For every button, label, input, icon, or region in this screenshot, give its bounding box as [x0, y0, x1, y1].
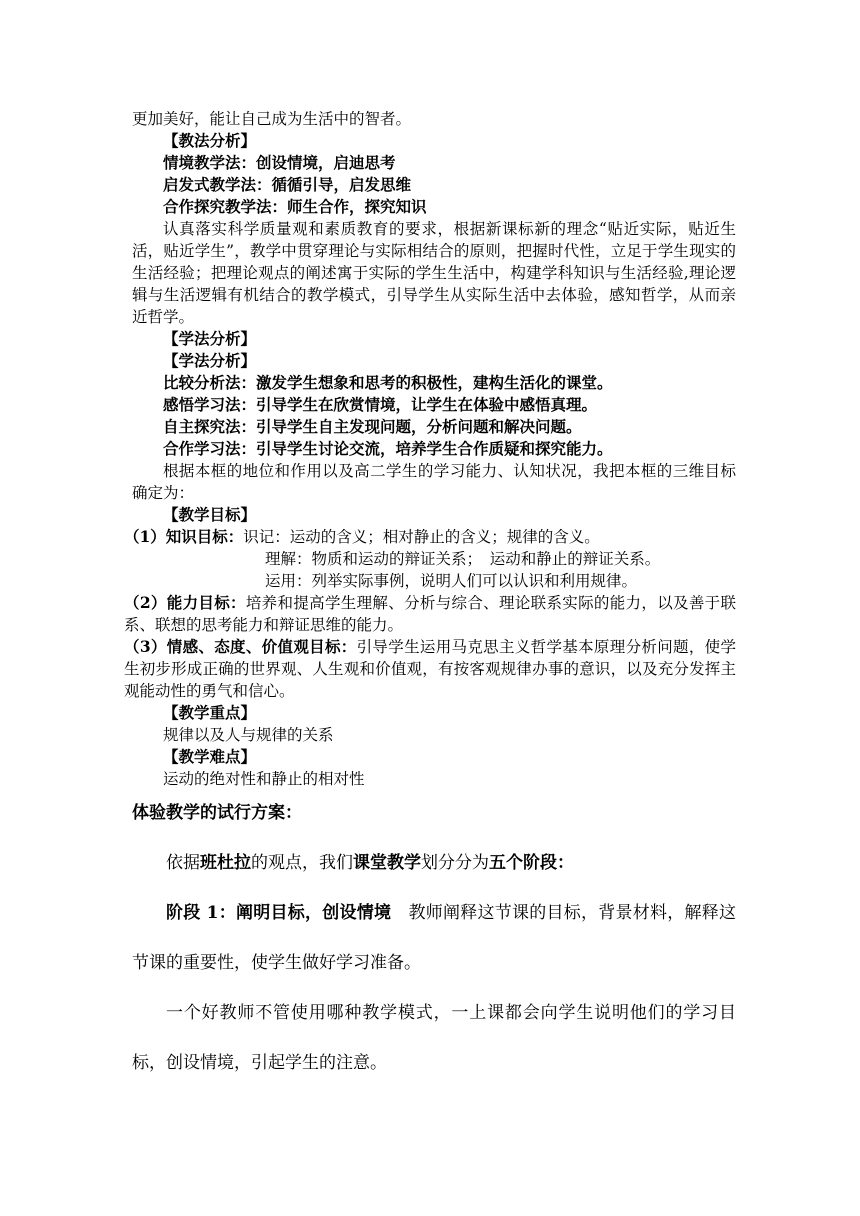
section-heading-teaching-method: 【教法分析】: [163, 131, 257, 150]
section-heading-learning-method: 【学法分析】: [163, 329, 257, 348]
section-heading-learning-method: 【学法分析】: [163, 351, 257, 370]
paragraph: 认真落实科学质量观和素质教育的要求，根据新课标新的理念“贴近实际，贴近生活，贴近学生”，教学中贯穿理论与实际相结合的原则，把握时代性，立足于学生现实的生活经验；把理论观点的阐述寓于实际的学生生活中，构建学科知识与生活经验,理论逻辑与生活逻辑有机结合的教学模式，引导学生从实际生活中去体验，感知哲学，从而亲近哲学。: [132, 220, 736, 326]
method-item: 合作探究教学法：师生合作，探究知识: [163, 197, 427, 216]
goal-text: 培养和提高学生理解、分析与综合、理论联系实际的能力，以及善于联系、联想的思考能力和辩证思维的能力。: [124, 594, 736, 634]
section-heading-goals: 【教学目标】: [163, 505, 257, 524]
learning-item: 感悟学习法：引导学生在欣赏情境，让学生在体验中感悟真理。: [163, 395, 598, 414]
goal-knowledge-sub: 运用：列举实际事例，说明人们可以认识和利用规律。: [265, 572, 638, 590]
text-line: 更加美好，能让自己成为生活中的智者。: [132, 110, 412, 128]
goal-label: （3）情感、态度、价值观目标：: [124, 637, 357, 656]
paragraph: 根据本框的地位和作用以及高二学生的学习能力、认知状况，我把本框的三维目标确定为：: [132, 462, 736, 502]
text-run: 划分分为: [421, 853, 489, 873]
stage-text: 教师阐释这节课的目标，背景材料，解释这节课的重要性，使学生做好学习准备。: [132, 903, 736, 973]
goal-emotion: [124, 636, 736, 702]
learning-item: 合作学习法：引导学生讨论交流，培养学生合作质疑和探究能力。: [163, 439, 613, 458]
goal-knowledge-sub: 理解：物质和运动的辩证关系； 运动和静止的辩证关系。: [265, 550, 661, 568]
goal-label: （1）知识目标：: [124, 527, 244, 546]
learning-item: 自主探究法：引导学生自主发现问题，分析问题和解决问题。: [163, 417, 582, 436]
goal-label: （2）能力目标：: [124, 593, 246, 612]
goal-text: 识记：运动的含义；相对静止的含义；规律的含义。: [243, 528, 600, 546]
method-item: 启发式教学法：循循引导，启发思维: [163, 175, 412, 194]
plan-heading: 体验教学的试行方案：: [132, 803, 302, 823]
text-run-bold: 课堂教学: [353, 853, 421, 873]
goal-text: 引导学生运用马克思主义哲学基本原理分析问题，使学生初步形成正确的世界观、人生观和价值观，有按客观规律办事的意识，以及充分发挥主观能动性的勇气和信心。: [124, 638, 736, 700]
stage-1: [132, 888, 736, 988]
goal-ability: [124, 592, 736, 636]
section-heading-difficulty: 【教学难点】: [163, 747, 257, 766]
text-run: 依据: [166, 853, 200, 873]
goal-knowledge: [124, 526, 736, 548]
text-run-bold: 班杜拉: [200, 853, 251, 873]
document-page: [124, 108, 736, 1088]
stage-title: 阶段 1：阐明目标，创设情境: [166, 903, 392, 923]
learning-item: 比较分析法：激发学生想象和思考的积极性，建构生活化的课堂。: [163, 373, 613, 392]
key-point-text: 规律以及人与规律的关系: [163, 726, 334, 744]
text-run: 的观点，我们: [251, 853, 353, 873]
paragraph: 一个好教师不管使用哪种教学模式，一上课都会向学生说明他们的学习目标，创设情境，引起学生的注意。: [132, 1003, 736, 1073]
text-run-bold: 五个阶段：: [489, 853, 574, 873]
difficulty-text: 运动的绝对性和静止的相对性: [163, 770, 365, 788]
stage-intro: [132, 838, 736, 888]
section-heading-key-point: 【教学重点】: [163, 703, 257, 722]
method-item: 情境教学法：创设情境，启迪思考: [163, 153, 396, 172]
